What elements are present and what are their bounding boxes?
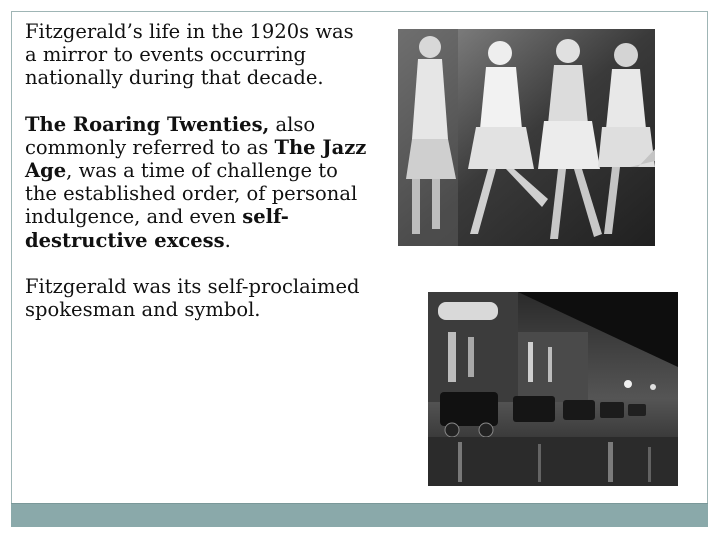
- footer-bar: [11, 503, 708, 527]
- excess-term: self-destructive excess: [25, 205, 289, 252]
- roaring-twenties-paragraph: [25, 113, 370, 252]
- closing-paragraph: Fitzgerald was its self-proclaimed spokesman and symbol.: [25, 274, 360, 322]
- para2-text-c: .: [224, 228, 231, 252]
- flapper-dancers-photo: [398, 29, 655, 246]
- night-street-cars-photo: [428, 292, 678, 486]
- slide-text: [25, 20, 370, 321]
- intro-paragraph: Fitzgerald’s life in the 1920s was a mirror to events occurring nationally during that decade.: [25, 20, 354, 90]
- roaring-twenties-term: The Roaring Twenties,: [25, 112, 270, 136]
- jazz-age-term: The Jazz Age: [25, 135, 367, 183]
- para2-text-b: , was a time of challenge to the established order, of personal indulgence, and even: [25, 159, 358, 229]
- para2-text-a: also commonly referred to as: [25, 112, 316, 159]
